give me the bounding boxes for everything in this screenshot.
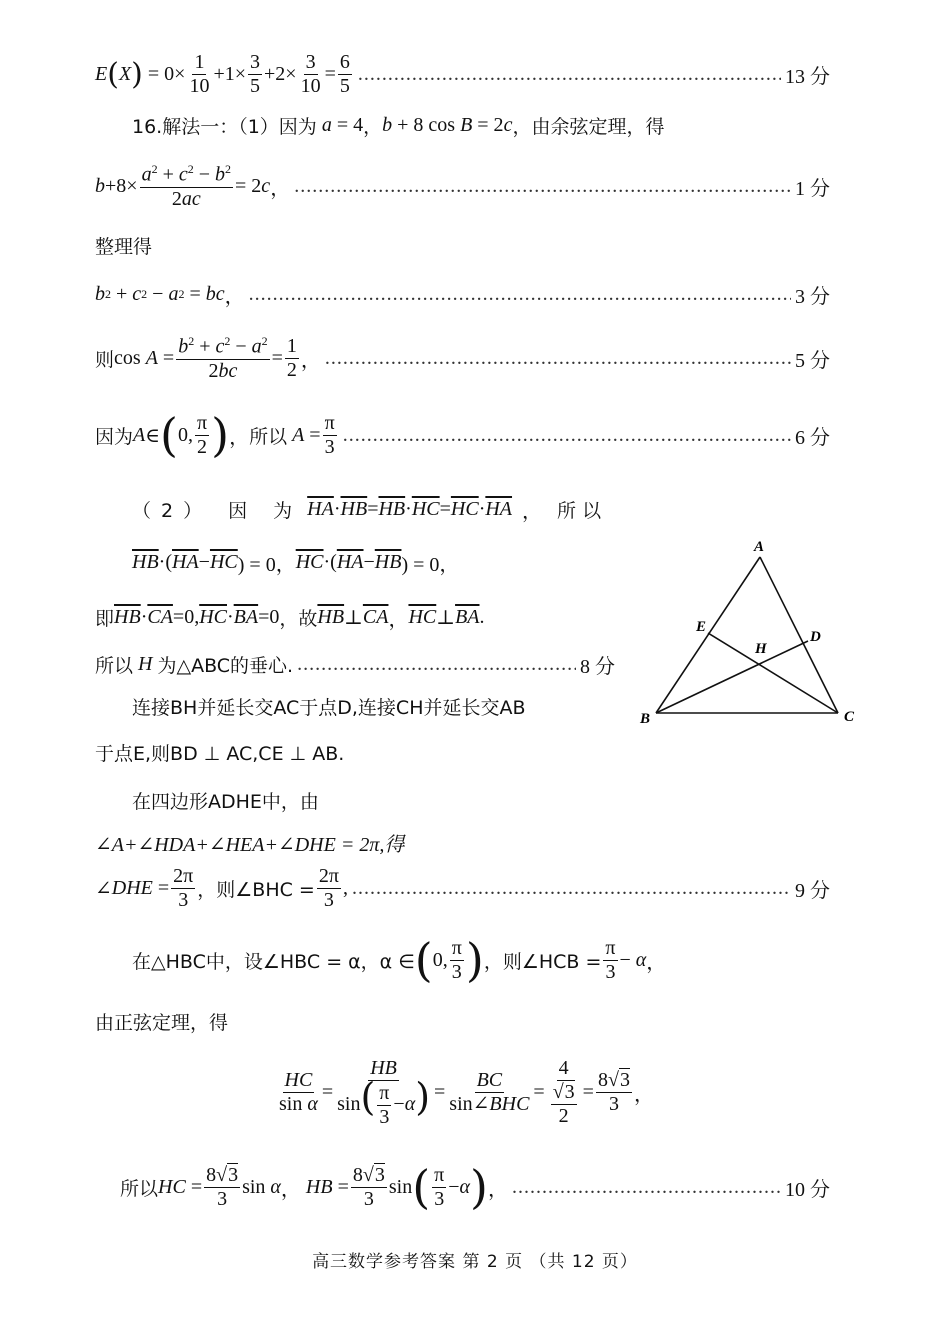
solution-heading: 16.解法一：（1）因为 a = 4 ， b + 8 cos B = 2 c ，由余弦定理，得 (132, 114, 665, 138)
label-a: A (754, 539, 765, 555)
sine-law-label: 由正弦定理，得 (95, 1012, 229, 1034)
label-b: B (640, 711, 651, 727)
label-h: H (755, 641, 767, 657)
dhe-line: ∠ DHE = $\frac{2\pi}{3}$ ，则∠BHC = $\frac{2\pi}{3}$ , ..... 9 分 (95, 866, 830, 911)
score-3: 3 分 (795, 286, 830, 308)
connect-line-1: 连接BH并延长交AC于点D,连接CH并延长交AB (132, 697, 526, 719)
score-5: 5 分 (795, 349, 830, 372)
simplified-eq: b 2 + c 2 − a 2 = bc ， ..... 3 分 (95, 280, 830, 309)
score-1: 1 分 (795, 177, 830, 200)
score-10: 10 分 (785, 1179, 830, 1201)
triangle-diagram (630, 535, 870, 735)
zhengli-label: 整理得 (95, 236, 153, 258)
angle-sum-line: ∠A+∠HDA+∠HEA+∠DHE = 2π,得 (95, 834, 405, 856)
cosine-law-line: b +8× $\frac{a^2 + c^2 - b^2}{2ac}$ = 2 c ， ..... 1 分 (95, 163, 830, 210)
cosA-line: 则 cos A = $\frac{b^2 + c^2 - a^2}{2bc}$ = $\frac{1}{2}$ ， ..... 5 分 (95, 335, 830, 382)
hbc-line: 在△HBC中，设∠HBC = α，α ∈ ( 0, $\frac{\pi}{3}$ ) ，则∠HCB = $\frac{\pi}{3}$ − α ， (132, 933, 667, 988)
label-d: D (810, 629, 821, 645)
label-c: C (844, 709, 855, 725)
score-6: 6 分 (795, 427, 830, 449)
sine-law-eq: $\frac{HC}{\text{sin α}}$ = HB sin( $\frac{\pi}{3}$ −α) = $\frac{BC}{\text{sin∠BHC}}$ = $\frac{4}{\frac{√3}{2}}$ = $\frac{8√3}{3}$ ， (279, 1057, 654, 1128)
page-footer: 高三数学参考答案 第 2 页 （共 12 页） (312, 1252, 638, 1272)
connect-line-2: 于点E,则BD ⊥ AC,CE ⊥ AB. (95, 743, 345, 765)
score-9: 9 分 (795, 880, 830, 902)
quadrilateral-line: 在四边形ADHE中，由 (132, 791, 319, 813)
orthocenter-line: 所以 H 为△ABC的垂心. ..... 8 分 (95, 650, 615, 679)
vector-eq-line: $\overline{HB}$ ·( $\overline{HA}$ − $\overline{HC}$ ) = 0， $\overline{HC}$ ·( $\overline{HA}$ − $\overline{HB}$ ) = 0， (132, 551, 460, 576)
perpendicular-line: 即 $\overline{HB}$ · $\overline{CA}$ =0, $\overline{HC}$ · $\overline{BA}$ =0 ，故 $\overline{HB}$ ⊥ $\overline{CA}$ ， $\overline{HC}$ ⊥ $\overline{BA}$ . (95, 606, 485, 631)
angleA-line: 因为 A ∈ ( 0, $\frac{\pi}{2}$ ) ， 所以 A = $\frac{\pi}{3}$ ..... 6 分 (95, 413, 830, 458)
label-e: E (696, 619, 707, 635)
part2-line: （2） 因 为 $\overline{HA}$ · $\overline{HB}$ = $\overline{HB}$ · $\overline{HC}$ = $\overline{HC}$ · $\overline{HA}$ ， 所 以 (132, 498, 602, 523)
final-line: 所以 HC = $\frac{8√3}{3}$ sin α ， HB = $\frac{8√3}{3}$ sin ( $\frac{\pi}{3}$ − α ) ， ..... 10 分 (120, 1165, 830, 1210)
expectation-line: E ( X ) = 0× $\frac{1}{10}$ +1× $\frac{3}{5}$ +2× $\frac{3}{10}$ = $\frac{6}{5}$ ..... 13 分 (95, 52, 830, 97)
score-13: 13 分 (785, 66, 830, 88)
score-8: 8 分 (580, 656, 615, 678)
